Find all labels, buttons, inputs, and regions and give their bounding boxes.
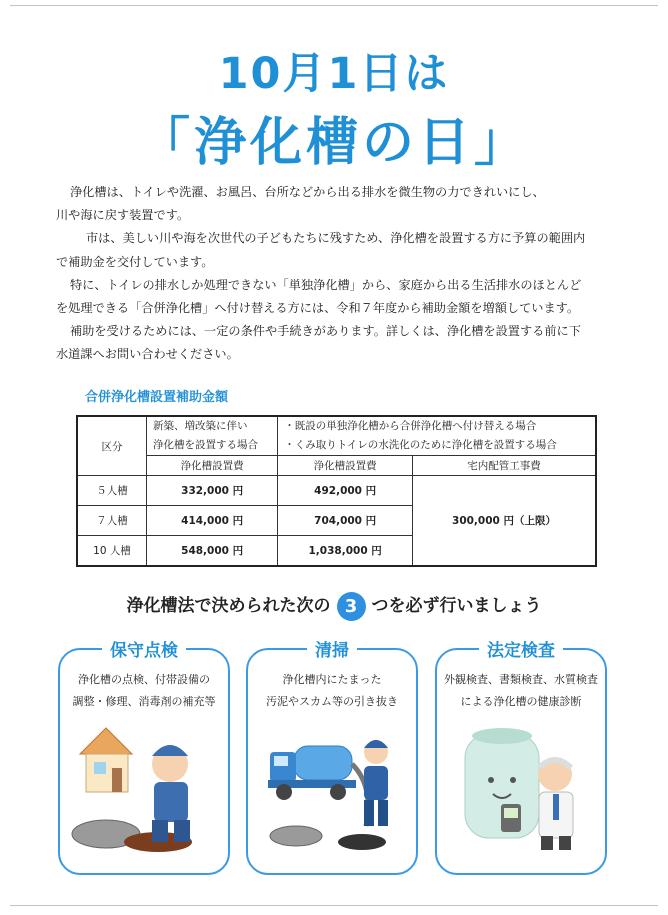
case-b-line: ・既設の単独浄化槽から合併浄化槽へ付け替える場合 xyxy=(284,420,537,432)
row-label: ５人槽 xyxy=(77,476,147,506)
paragraph-line: で補助金を交付しています。 xyxy=(56,254,214,269)
table-row xyxy=(77,476,596,506)
card-title: 清掃 xyxy=(307,641,357,661)
top-divider xyxy=(10,5,658,6)
table-title: 合併浄化槽設置補助金額 xyxy=(85,390,229,405)
rules-heading-text: つを必ず行いましょう xyxy=(371,596,542,616)
subsidy-table xyxy=(76,415,597,567)
card-desc-line: 浄化槽の点検、付帯設備の xyxy=(78,673,210,686)
card-desc-line: 浄化槽内にたまった xyxy=(282,673,382,686)
table-header-row xyxy=(77,416,596,456)
card-cleaning xyxy=(246,641,418,875)
card-maintenance xyxy=(58,641,230,875)
paragraph-line: 浄化槽は、トイレや洗濯、お風呂、台所などから出る排水を微生物の力できれいにし、 xyxy=(70,185,545,199)
card-desc-line: による浄化槽の健康診断 xyxy=(460,695,582,708)
paragraph-line: 市は、美しい川や海を次世代の子どもたちに残すため、浄化槽を設置する方に予算の範囲内 xyxy=(86,231,586,246)
page-title-line2: 「浄化槽の日」 xyxy=(137,113,530,173)
cell-case-b: 492,000 円 xyxy=(278,476,413,506)
rules-heading xyxy=(0,591,668,621)
card-description xyxy=(437,669,605,713)
paragraph-line: 補助を受けるためには、一定の条件や手続きがあります。詳しくは、浄化槽を設置する前に下 xyxy=(70,324,581,339)
cell-case-a: 332,000 円 xyxy=(147,476,278,506)
cell-case-b: 704,000 円 xyxy=(278,506,413,536)
case-a-line: 浄化槽を設置する場合 xyxy=(153,439,258,451)
subheader-cell: 浄化槽設置費 xyxy=(147,456,278,476)
card-description xyxy=(60,669,228,713)
case-a-line: 新築、増改築に伴い xyxy=(153,420,248,432)
cell-case-b: 1,038,000 円 xyxy=(278,536,413,567)
card-desc-line: 調整・修理、消毒剤の補充等 xyxy=(72,695,216,708)
card-legal-inspection xyxy=(435,641,607,875)
paragraph-line: 水道課へお問い合わせください。 xyxy=(56,347,239,362)
cell-case-a: 414,000 円 xyxy=(147,506,278,536)
card-title: 法定検査 xyxy=(479,641,563,661)
page-title-line1: 10月1日は xyxy=(218,49,450,99)
case-b-header xyxy=(278,416,596,456)
card-title: 保守点検 xyxy=(102,641,186,661)
case-a-header xyxy=(147,416,278,456)
number-badge: 3 xyxy=(337,592,366,621)
subheader-cell: 宅内配管工事費 xyxy=(413,456,596,476)
inspection-illustration xyxy=(443,716,599,864)
intro-text xyxy=(56,181,626,367)
paragraph-line: 川や海に戻す装置です。 xyxy=(56,208,190,223)
paragraph-line: を処理できる「合併浄化槽」へ付け替える方には、令和７年度から補助金額を増額しています。 xyxy=(56,301,580,316)
col-label: 区分 xyxy=(77,416,147,476)
bottom-divider xyxy=(10,905,658,906)
table-subheader-row xyxy=(77,456,596,476)
cleaning-illustration xyxy=(254,716,410,864)
rules-heading-text: 浄化槽法で決められた次の xyxy=(126,596,331,616)
card-desc-line: 汚泥やスカム等の引き抜き xyxy=(266,695,398,708)
case-b-line: ・くみ取りトイレの水洗化のために浄化槽を設置する場合 xyxy=(284,439,557,451)
card-description xyxy=(248,669,416,713)
row-label: 10 人槽 xyxy=(77,536,147,567)
cell-case-a: 548,000 円 xyxy=(147,536,278,567)
card-desc-line: 外観検査、書類検査、水質検査 xyxy=(444,673,598,686)
paragraph-line: 特に、トイレの排水しか処理できない「単独浄化槽」から、家庭から出る生活排水のほとんど xyxy=(70,277,582,292)
maintenance-illustration xyxy=(66,716,222,864)
row-label: ７人槽 xyxy=(77,506,147,536)
subheader-cell: 浄化槽設置費 xyxy=(278,456,413,476)
cell-piping: 300,000 円（上限） xyxy=(413,476,596,567)
